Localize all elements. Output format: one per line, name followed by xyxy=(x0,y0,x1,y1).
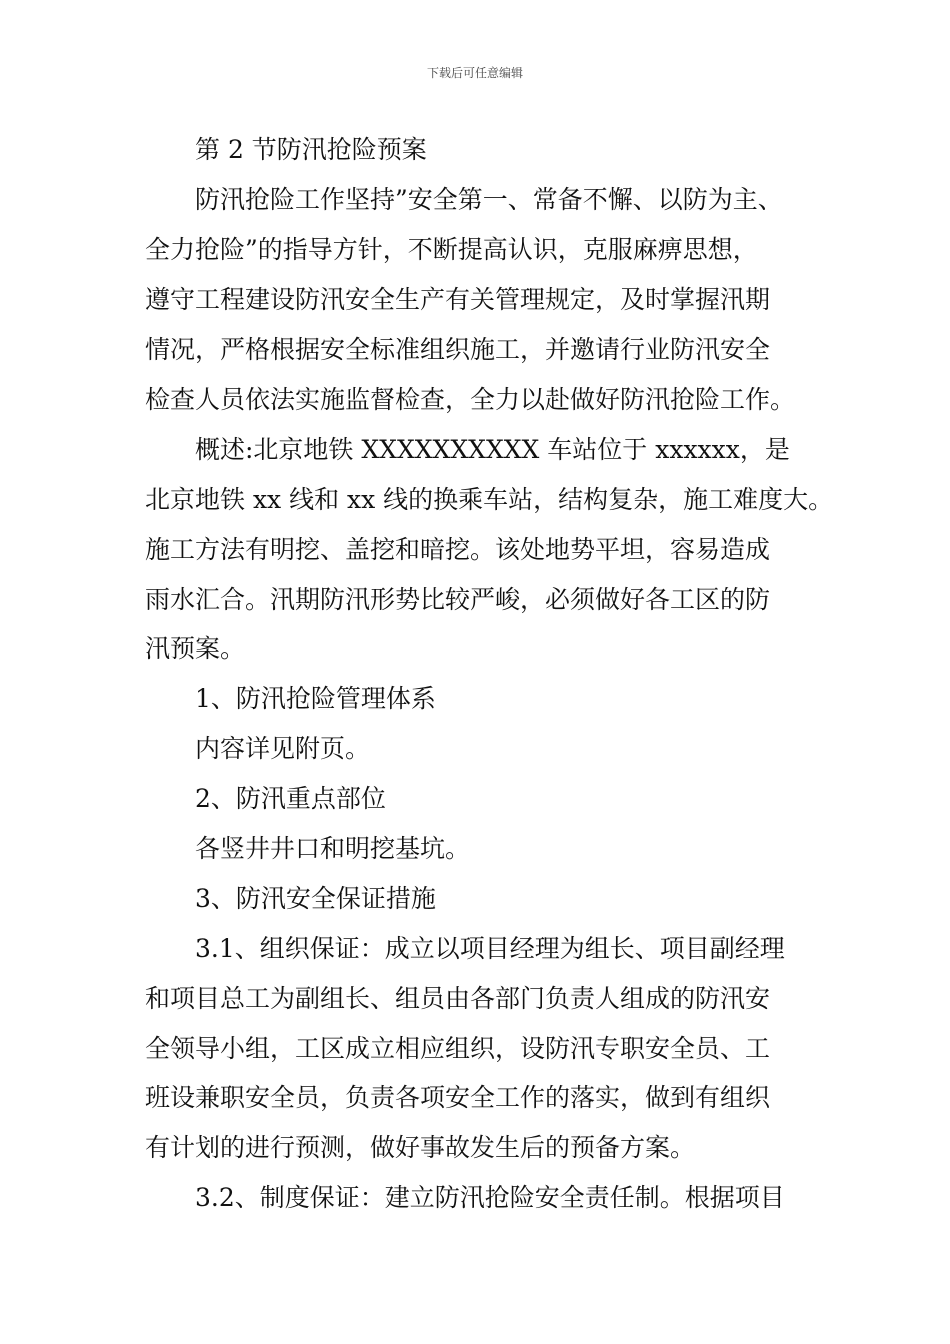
paragraph-line: 3.1、组织保证：成立以项目经理为组长、项目副经理 xyxy=(195,934,785,963)
paragraph-line: 3.2、制度保证：建立防汛抢险安全责任制。根据项目 xyxy=(195,1183,785,1212)
subsection-heading: 3、防汛安全保证措施 xyxy=(195,884,436,913)
paragraph-line: 班设兼职安全员，负责各项安全工作的落实，做到有组织 xyxy=(145,1083,771,1112)
paragraph-line: 概述:北京地铁 XXXXXXXXXX 车站位于 xxxxxx，是 xyxy=(195,435,790,464)
subsection-heading: 2、防汛重点部位 xyxy=(195,784,386,813)
paragraph-line: 检查人员依法实施监督检查，全力以赴做好防汛抢险工作。 xyxy=(145,385,796,414)
paragraph-line: 防汛抢险工作坚持”安全第一、常备不懈、以防为主、 xyxy=(195,185,783,214)
page-header-note: 下载后可任意编辑 xyxy=(426,66,523,80)
paragraph-line: 雨水汇合。汛期防汛形势比较严峻，必须做好各工区的防 xyxy=(145,585,771,614)
paragraph-line: 全力抢险”的指导方针，不断提高认识，克服麻痹思想， xyxy=(145,235,758,264)
paragraph-line: 各竖井井口和明挖基坑。 xyxy=(195,834,471,863)
paragraph-line: 全领导小组，工区成立相应组织，设防汛专职安全员、工 xyxy=(145,1034,771,1063)
section-title: 第 2 节防汛抢险预案 xyxy=(195,135,427,164)
paragraph-line: 北京地铁 xx 线和 xx 线的换乘车站，结构复杂，施工难度大。 xyxy=(145,485,834,514)
paragraph-line: 遵守工程建设防汛安全生产有关管理规定，及时掌握汛期 xyxy=(145,285,771,314)
subsection-heading: 1、防汛抢险管理体系 xyxy=(195,684,436,713)
paragraph-line: 汛预案。 xyxy=(145,634,246,663)
paragraph-line: 和项目总工为副组长、组员由各部门负责人组成的防汛安 xyxy=(145,984,771,1013)
paragraph-line: 施工方法有明挖、盖挖和暗挖。该处地势平坦，容易造成 xyxy=(145,535,771,564)
paragraph-line: 内容详见附页。 xyxy=(195,734,371,763)
paragraph-line: 有计划的进行预测，做好事故发生后的预备方案。 xyxy=(145,1133,696,1162)
paragraph-line: 情况，严格根据安全标准组织施工，并邀请行业防汛安全 xyxy=(145,335,771,364)
